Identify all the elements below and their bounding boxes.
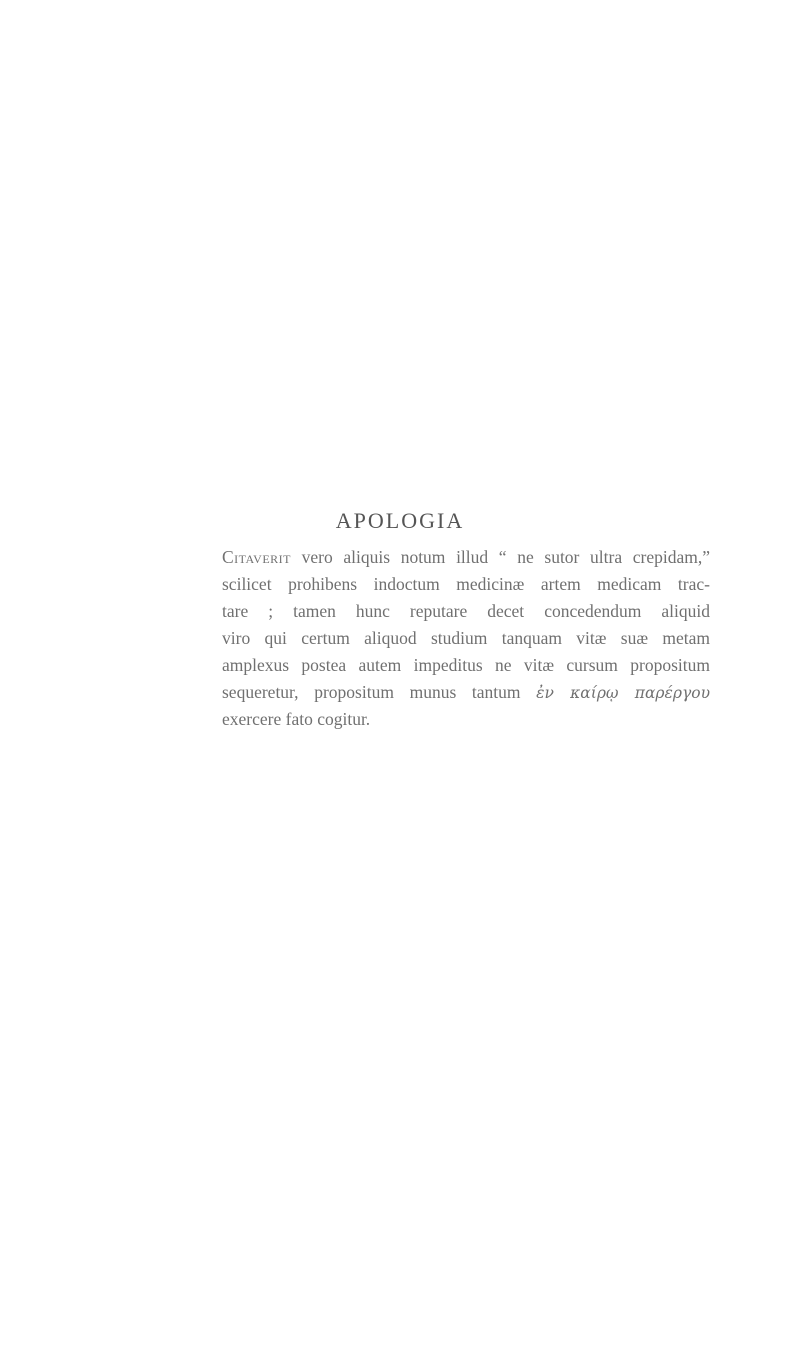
text-line-6-start: sequeretur, propositum munus tantum	[222, 682, 537, 702]
text-line-5: amplexus postea autem impeditus ne vitæ cursum propositum	[222, 655, 710, 675]
text-line-3: tare ; tamen hunc reputare decet concedendum aliquid	[222, 601, 710, 621]
text-line-1	[222, 544, 710, 571]
text-line-6	[222, 679, 710, 706]
drop-word: Citaverit	[222, 547, 291, 567]
body-paragraph	[222, 544, 710, 733]
text-line-2: scilicet prohibens indoctum medicinæ artem medicam trac-	[222, 574, 710, 594]
text-line-7: exercere fato cogitur.	[222, 709, 371, 729]
text-line-1-rest: vero aliquis notum illud “ ne sutor ultra crepidam,”	[290, 547, 710, 567]
greek-phrase: ἐν καίρῳ παρέργου	[536, 684, 710, 702]
page-title: APOLOGIA	[335, 508, 465, 533]
text-line-4: viro qui certum aliquod studium tanquam vitæ suæ metam	[222, 628, 710, 648]
